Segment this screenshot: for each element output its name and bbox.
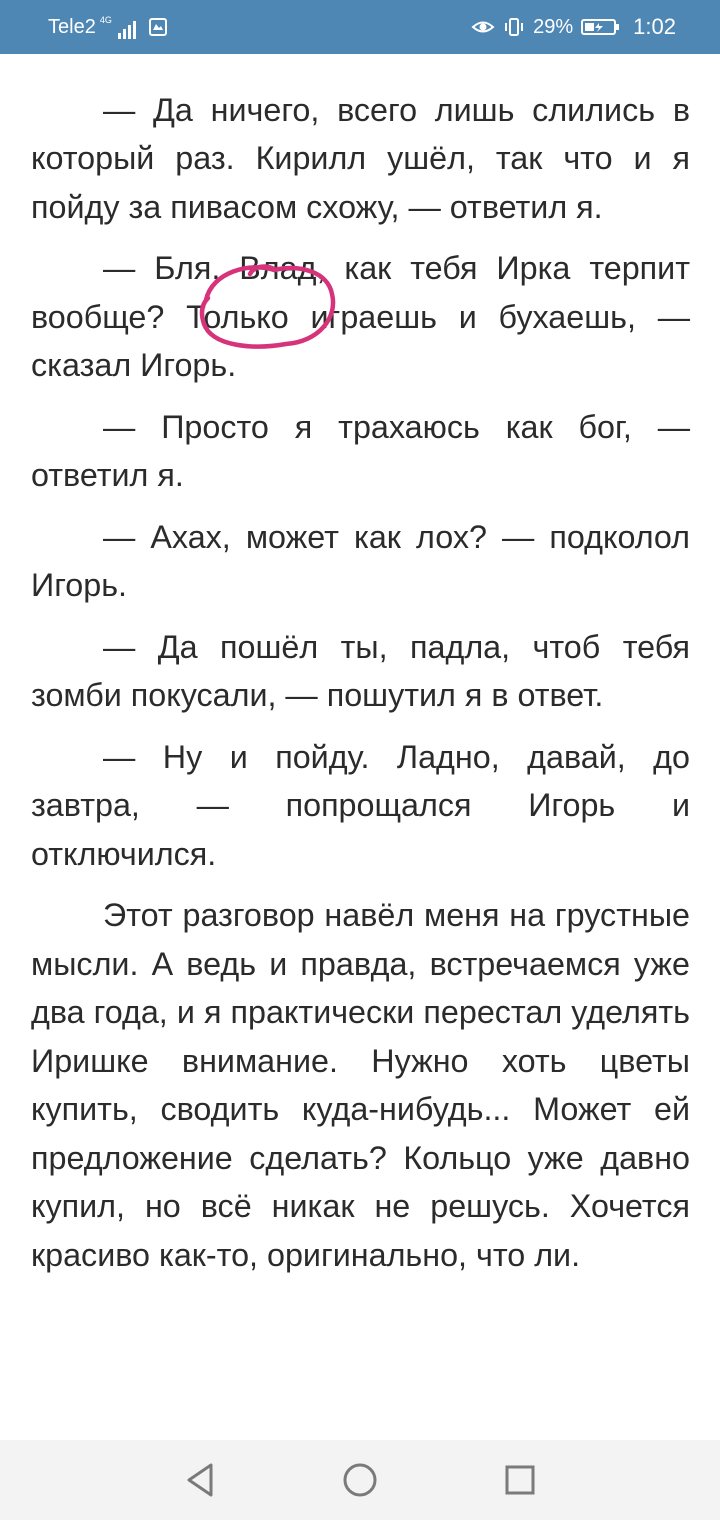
reader-page[interactable] [0,54,720,1440]
paragraph: Этот разговор навёл меня на грустные мысли. А ведь и правда, встречаемся уже два года, и я практически перестал уделять Иришке внимание. Нужно хоть цветы купить, сводить куда-нибудь... Может ей предложение сделать? Кольцо уже давно купил, но всё никак не решусь. Хочется красиво как-то, оригинально, что ли. [31,897,690,1273]
vibrate-icon [503,16,525,38]
carrier-name: Tele2 [48,16,96,38]
paragraph: — Просто я трахаюсь как бог, — ответил я. [31,408,690,493]
battery-icon [581,17,621,37]
status-left [48,0,168,54]
signal-icon [118,19,136,39]
navigation-bar [0,1440,720,1520]
back-triangle-icon [184,1462,216,1498]
network-type: 4G [99,15,112,25]
paragraph: — Да ничего, всего лишь слились в который раз. Кирилл ушёл, так что и я пойду за пивасом схожу, — ответил я. [31,91,690,225]
cut-paragraph [31,1292,690,1341]
sim-icon [148,17,168,37]
status-bar [0,0,720,54]
paragraph: — Ну и пойду. Ладно, давай, до завтра, — попрощался Игорь и отключился. [31,738,690,872]
eye-comfort-icon [471,17,495,37]
recent-square-icon [504,1464,536,1496]
paragraph: — Бля, Влад, как тебя Ирка терпит вообще? Только играешь и бухаешь, — сказал Игорь. [31,250,690,383]
paragraph: — Ахах, может как лох? — подколол Игорь. [31,518,690,603]
battery-percent: 29% [533,16,574,38]
status-right [471,0,676,54]
clock: 1:02 [633,14,676,39]
recent-apps-button[interactable] [496,1456,544,1504]
back-button[interactable] [176,1456,224,1504]
home-circle-icon [342,1462,378,1498]
home-button[interactable] [336,1456,384,1504]
reader-text [31,54,690,1354]
cut-paragraph [31,54,690,73]
paragraph: — Да пошёл ты, падла, чтоб тебя зомби покусали, — пошутил я в ответ. [31,628,690,713]
